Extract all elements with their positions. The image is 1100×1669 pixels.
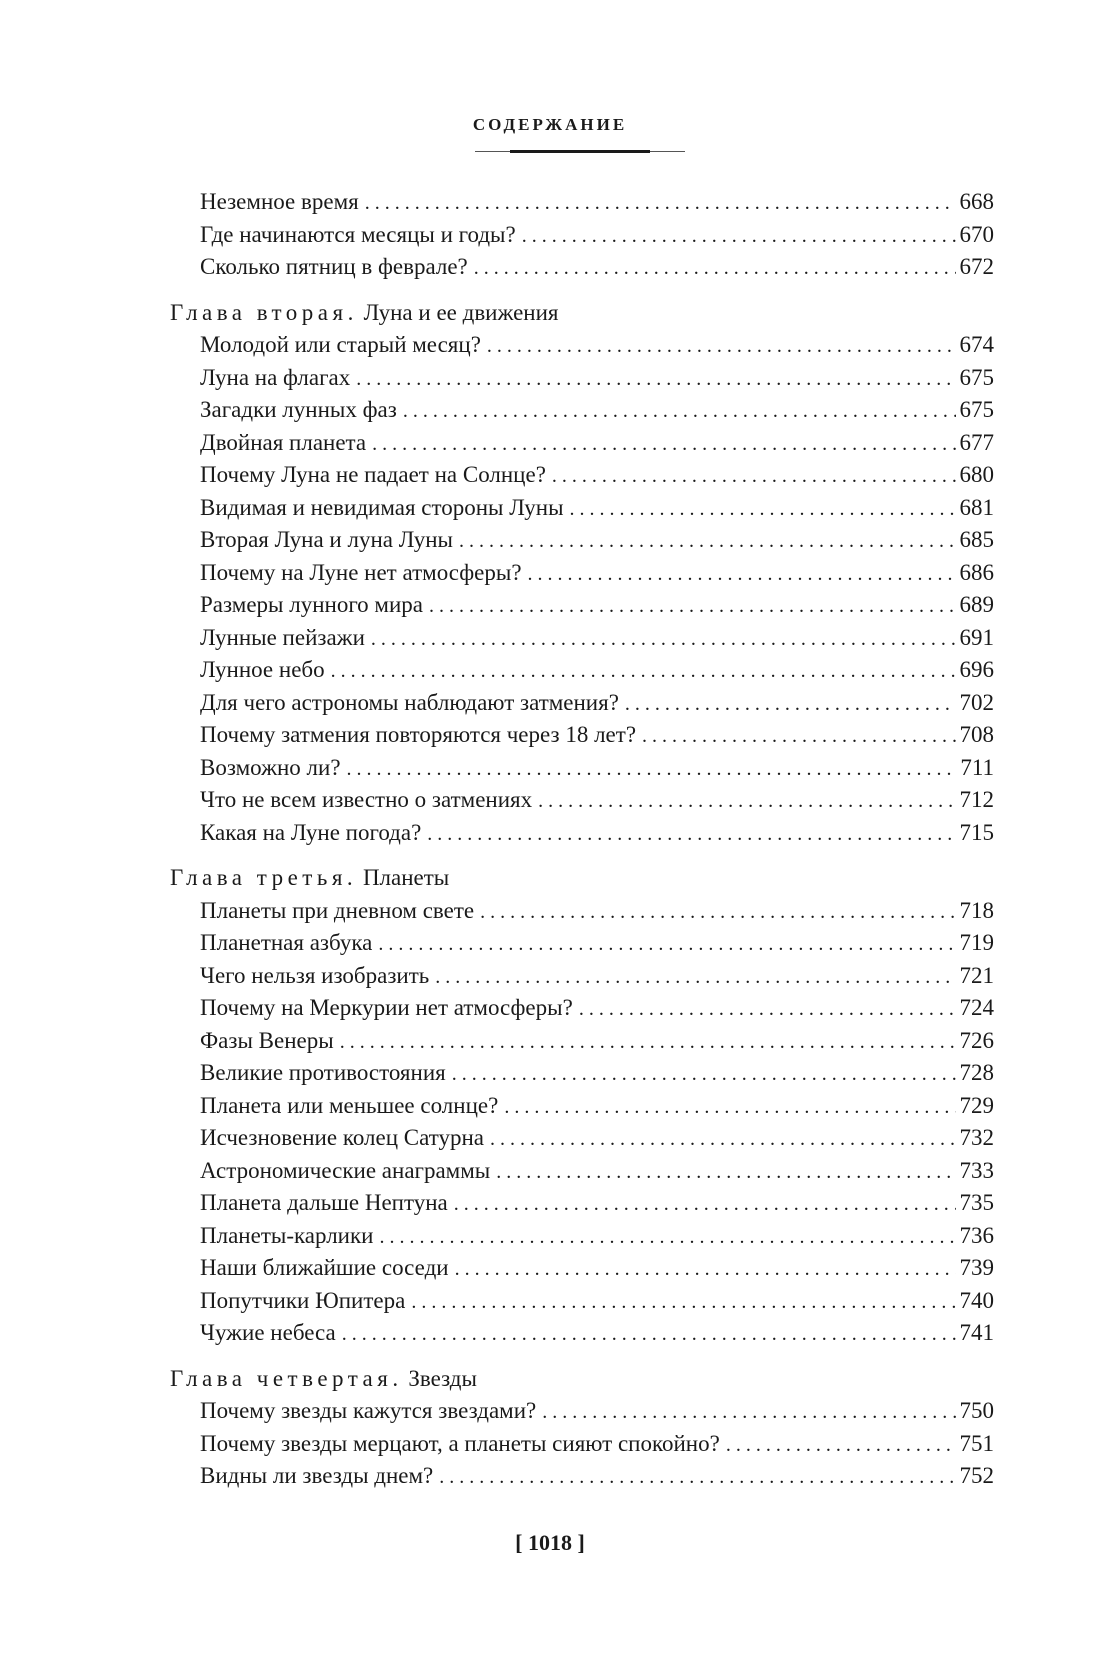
entry-title: Исчезновение колец Сатурна xyxy=(200,1125,484,1150)
dot-leader xyxy=(480,896,955,929)
entry-page: 711 xyxy=(960,754,994,780)
dot-leader xyxy=(642,720,955,753)
toc-entry xyxy=(200,329,994,362)
dot-leader xyxy=(455,1253,956,1286)
entry-page: 735 xyxy=(959,1190,994,1215)
entry-title: Лунные пейзажи xyxy=(200,624,365,650)
toc-entry xyxy=(200,752,994,785)
entry-title: Двойная планета xyxy=(200,429,367,455)
entry-title: Почему на Луне нет атмосферы? xyxy=(200,559,522,585)
dot-leader xyxy=(570,493,956,526)
dot-leader xyxy=(542,1396,955,1429)
entry-title: Планеты-карлики xyxy=(200,1222,374,1248)
chapter-label: Глава третья. xyxy=(170,865,358,890)
chapter-heading xyxy=(170,297,1100,330)
toc-entry xyxy=(200,1460,994,1493)
dot-leader xyxy=(452,1058,956,1091)
chapter-title: Луна и ее движения xyxy=(363,299,559,325)
dot-leader xyxy=(552,460,956,493)
entry-page: 702 xyxy=(959,689,994,715)
entry-title: Почему на Меркурии нет атмосферы? xyxy=(200,995,573,1020)
toc-entry xyxy=(200,251,994,284)
toc-entry xyxy=(200,1057,994,1090)
dot-leader xyxy=(371,623,956,656)
dot-leader xyxy=(474,252,956,285)
chapter-label: Глава четвертая. xyxy=(170,1365,403,1391)
toc-entry xyxy=(200,459,994,492)
dot-leader xyxy=(372,428,955,461)
dot-leader xyxy=(528,558,956,591)
toc-entry xyxy=(200,1025,994,1058)
entry-title: Чего нельзя изобразить xyxy=(200,962,430,988)
toc-entry xyxy=(200,1187,994,1220)
entry-page: 729 xyxy=(959,1092,994,1118)
dot-leader xyxy=(538,785,955,818)
entry-title: Видимая и невидимая стороны Луны xyxy=(200,494,564,520)
toc-entry xyxy=(200,492,994,525)
toc-entry xyxy=(200,427,994,460)
dot-leader xyxy=(504,1091,955,1124)
toc-entry xyxy=(200,1395,994,1428)
entry-title: Почему затмения повторяются через 18 лет? xyxy=(200,722,637,747)
dot-leader xyxy=(347,753,957,786)
entry-title: Наши ближайшие соседи xyxy=(200,1255,449,1280)
entry-page: 721 xyxy=(959,962,994,988)
dot-leader xyxy=(429,590,955,623)
entry-page: 677 xyxy=(959,429,994,455)
entry-title: Планеты при дневном свете xyxy=(200,897,475,923)
entry-page: 672 xyxy=(959,254,994,279)
entry-title: Размеры лунного мира xyxy=(200,592,424,617)
entry-page: 752 xyxy=(959,1463,994,1488)
toc-entry xyxy=(200,817,994,850)
dot-leader xyxy=(411,1286,955,1319)
toc-entry xyxy=(200,719,994,752)
toc-entry xyxy=(200,557,994,590)
entry-title: Планета дальше Нептуна xyxy=(200,1190,448,1215)
toc-entry xyxy=(200,654,994,687)
entry-title: Возможно ли? xyxy=(200,754,341,780)
entry-title: Лунное небо xyxy=(200,657,325,682)
entry-page: 750 xyxy=(959,1398,994,1423)
entry-title: Планета или меньшее солнце? xyxy=(200,1092,499,1118)
entry-page: 719 xyxy=(959,930,994,955)
entry-page: 696 xyxy=(959,657,994,682)
entry-page: 708 xyxy=(959,722,994,747)
entry-title: Видны ли звезды днем? xyxy=(200,1463,434,1488)
dot-leader xyxy=(522,220,956,253)
toc-entry xyxy=(200,589,994,622)
entry-title: Что не всем известно о затмениях xyxy=(200,787,533,812)
chapter-label: Глава вторая. xyxy=(170,299,358,325)
toc-entry xyxy=(200,1252,994,1285)
entry-page: 728 xyxy=(959,1060,994,1085)
dot-leader xyxy=(579,993,956,1026)
toc-entry xyxy=(200,219,994,252)
entry-title: Молодой или старый месяц? xyxy=(200,332,481,357)
entry-page: 726 xyxy=(959,1027,994,1053)
toc-entry xyxy=(200,1155,994,1188)
dot-leader xyxy=(625,688,956,721)
dot-leader xyxy=(726,1429,956,1462)
entry-title: Почему звезды мерцают, а планеты сияют спокойно? xyxy=(200,1430,720,1456)
dot-leader xyxy=(365,187,956,220)
entry-title: Почему Луна не падает на Солнце? xyxy=(200,462,546,487)
toc-entry xyxy=(200,186,994,219)
entry-page: 668 xyxy=(959,189,994,214)
entry-page: 670 xyxy=(959,221,994,247)
entry-title: Почему звезды кажутся звездами? xyxy=(200,1398,537,1423)
entry-title: Загадки лунных фаз xyxy=(200,397,397,422)
dot-leader xyxy=(459,525,955,558)
toc-entry xyxy=(200,784,994,817)
toc-entry xyxy=(200,1285,994,1318)
entry-title: Неземное время xyxy=(200,189,359,214)
toc-entry xyxy=(200,927,994,960)
entry-page: 685 xyxy=(959,527,994,552)
dot-leader xyxy=(439,1461,955,1494)
toc-entry xyxy=(200,1317,994,1350)
entry-page: 680 xyxy=(959,462,994,487)
dot-leader xyxy=(435,961,955,994)
toc-entry xyxy=(200,362,994,395)
toc-entry xyxy=(200,622,994,655)
entry-title: Для чего астрономы наблюдают затмения? xyxy=(200,689,619,715)
entry-page: 736 xyxy=(959,1222,994,1248)
dot-leader xyxy=(379,1221,955,1254)
entry-title: Вторая Луна и луна Луны xyxy=(200,527,454,552)
dot-leader xyxy=(403,395,956,428)
entry-page: 675 xyxy=(959,364,994,390)
entry-page: 732 xyxy=(959,1125,994,1150)
toc-entry xyxy=(200,1220,994,1253)
entry-page: 715 xyxy=(959,819,994,845)
chapter-heading xyxy=(170,862,1100,895)
entry-page: 733 xyxy=(959,1157,994,1183)
dot-leader xyxy=(454,1188,956,1221)
dot-leader xyxy=(496,1156,955,1189)
entry-title: Какая на Луне погода? xyxy=(200,819,422,845)
entry-page: 740 xyxy=(959,1287,994,1313)
entry-page: 718 xyxy=(959,897,994,923)
entry-page: 724 xyxy=(959,995,994,1020)
toc-entry xyxy=(200,895,994,928)
toc-entry xyxy=(200,960,994,993)
entry-page: 675 xyxy=(959,397,994,422)
entry-page: 689 xyxy=(959,592,994,617)
toc-entry xyxy=(200,687,994,720)
running-head: СОДЕРЖАНИЕ xyxy=(472,115,628,134)
dot-leader xyxy=(340,1026,956,1059)
toc-entry xyxy=(200,992,994,1025)
toc-entry xyxy=(200,1428,994,1461)
toc-entry xyxy=(200,394,994,427)
entry-title: Великие противостояния xyxy=(200,1060,446,1085)
dot-leader xyxy=(342,1318,956,1351)
dot-leader xyxy=(487,330,956,363)
entry-page: 686 xyxy=(959,559,994,585)
dot-leader xyxy=(427,818,955,851)
dot-leader xyxy=(378,928,955,961)
chapter-heading xyxy=(170,1363,1100,1396)
entry-title: Где начинаются месяцы и годы? xyxy=(200,221,516,247)
toc-entry xyxy=(200,1090,994,1123)
entry-title: Сколько пятниц в феврале? xyxy=(200,254,468,279)
entry-title: Чужие небеса xyxy=(200,1320,336,1345)
entry-title: Астрономические анаграммы xyxy=(200,1157,491,1183)
page-number: [ 1018 ] xyxy=(515,1530,585,1555)
entry-page: 712 xyxy=(959,787,994,812)
table-of-contents xyxy=(0,186,1100,1493)
chapter-title: Планеты xyxy=(362,865,450,890)
dot-leader xyxy=(490,1123,956,1156)
entry-page: 691 xyxy=(959,624,994,650)
entry-title: Планетная азбука xyxy=(200,930,373,955)
entry-page: 739 xyxy=(959,1255,994,1280)
toc-entry xyxy=(200,524,994,557)
head-rule-accent xyxy=(510,150,650,153)
entry-page: 751 xyxy=(959,1430,994,1456)
entry-title: Фазы Венеры xyxy=(200,1027,334,1053)
entry-page: 681 xyxy=(959,494,994,520)
dot-leader xyxy=(356,363,955,396)
toc-entry xyxy=(200,1122,994,1155)
entry-page: 674 xyxy=(959,332,994,357)
entry-page: 741 xyxy=(959,1320,994,1345)
dot-leader xyxy=(331,655,956,688)
entry-title: Попутчики Юпитера xyxy=(200,1287,406,1313)
chapter-title: Звезды xyxy=(408,1365,477,1391)
entry-title: Луна на флагах xyxy=(200,364,351,390)
